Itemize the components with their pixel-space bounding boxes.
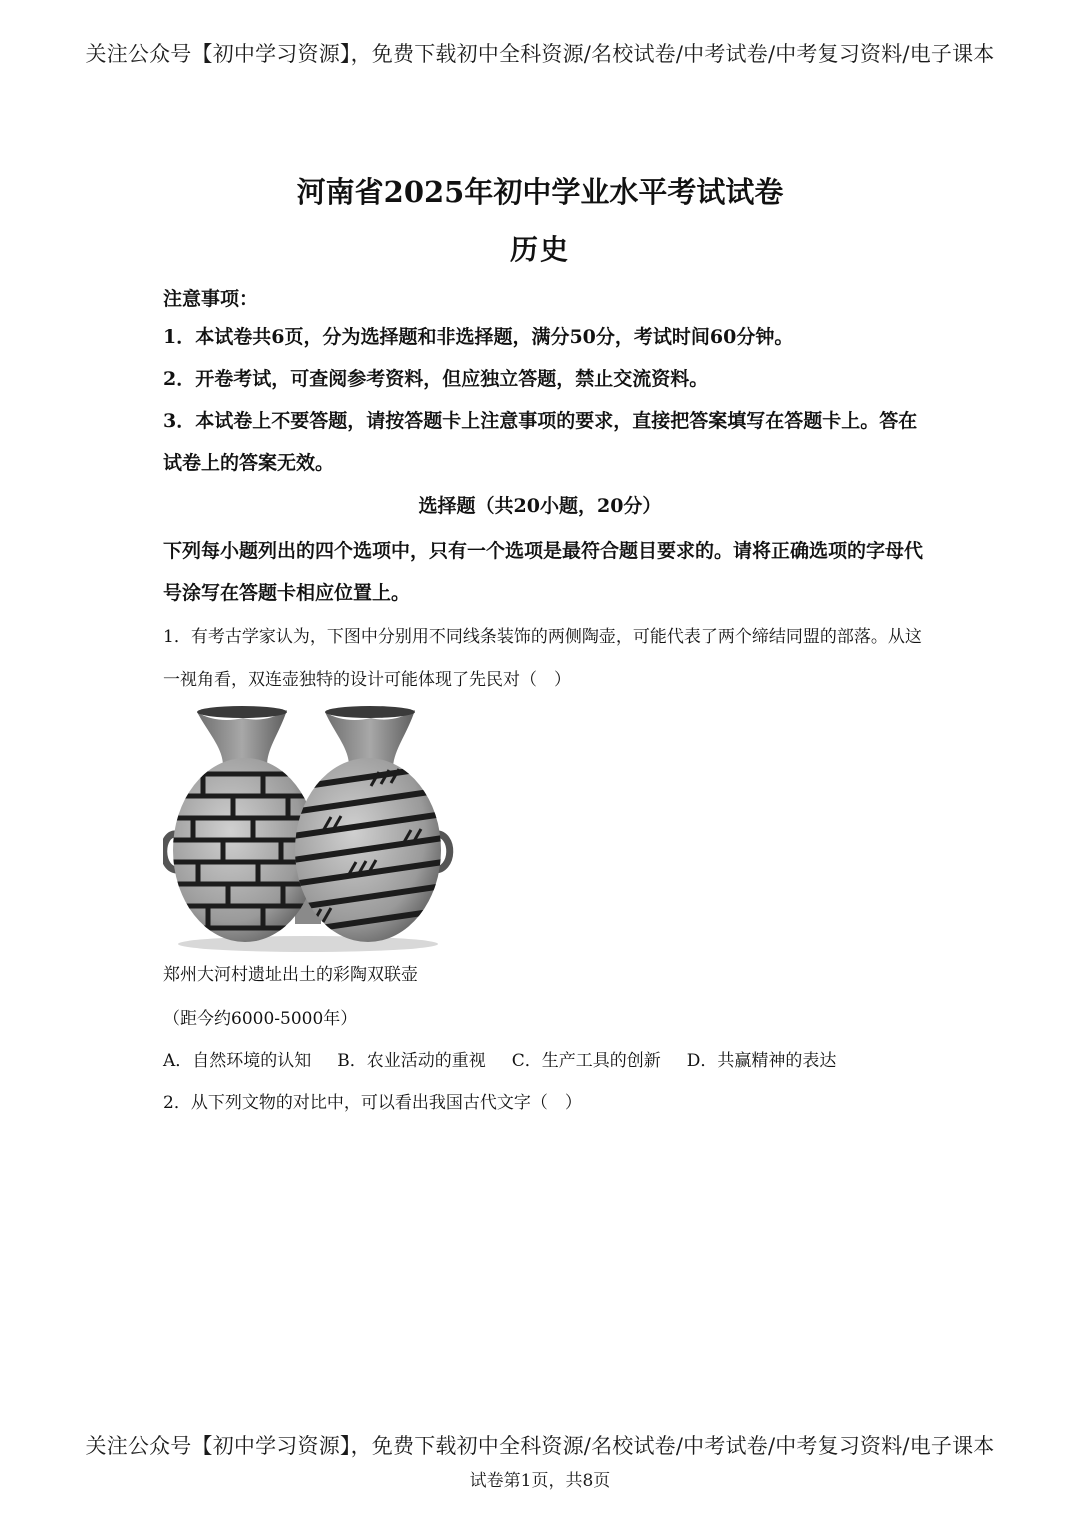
notes-heading: 注意事项：	[163, 288, 259, 310]
option-a: A．自然环境的认知	[163, 1051, 312, 1071]
note-item: 3．本试卷上不要答题，请按答题卡上注意事项的要求，直接把答案填写在答题卡上。答在试卷上的答案无效。	[163, 410, 918, 474]
note-item: 2．开卷考试，可查阅参考资料，但应独立答题，禁止交流资料。	[163, 368, 709, 390]
exam-subject: 历史	[509, 233, 570, 266]
bottom-banner: 关注公众号【初中学习资源】，免费下载初中全科资源/名校试卷/中考试卷/中考复习资料/电子课本	[85, 1434, 995, 1458]
exam-title: 河南省2025年初中学业水平考试试卷	[296, 175, 784, 209]
figure-caption: 郑州大河村遗址出土的彩陶双联壶	[163, 965, 418, 985]
note-item: 1．本试卷共6页，分为选择题和非选择题，满分50分，考试时间60分钟。	[163, 326, 794, 348]
page-number: 试卷第1页，共8页	[469, 1471, 611, 1491]
figure-caption-date: （距今约6000-5000年）	[163, 1009, 358, 1029]
option-c: C．生产工具的创新	[511, 1051, 661, 1071]
question-2-text: 2．从下列文物的对比中，可以看出我国古代文字（ ）	[163, 1093, 582, 1113]
notes-list	[163, 316, 923, 484]
question-1-options	[163, 1046, 836, 1071]
double-pot-photo	[163, 704, 459, 954]
option-b: B．农业活动的重视	[337, 1051, 486, 1071]
section-title: 选择题（共20小题，20分）	[418, 495, 662, 517]
section-instruction: 下列每小题列出的四个选项中，只有一个选项是最符合题目要求的。请将正确选项的字母代号涂写在答题卡相应位置上。	[163, 540, 924, 604]
question-1-text: 1．有考古学家认为，下图中分别用不同线条装饰的两侧陶壶，可能代表了两个缔结同盟的部落。从这一视角看，双连壶独特的设计可能体现了先民对（ ）	[163, 627, 922, 690]
top-banner: 关注公众号【初中学习资源】，免费下载初中全科资源/名校试卷/中考试卷/中考复习资料/电子课本	[85, 42, 995, 66]
option-d: D．共赢精神的表达	[686, 1051, 837, 1071]
